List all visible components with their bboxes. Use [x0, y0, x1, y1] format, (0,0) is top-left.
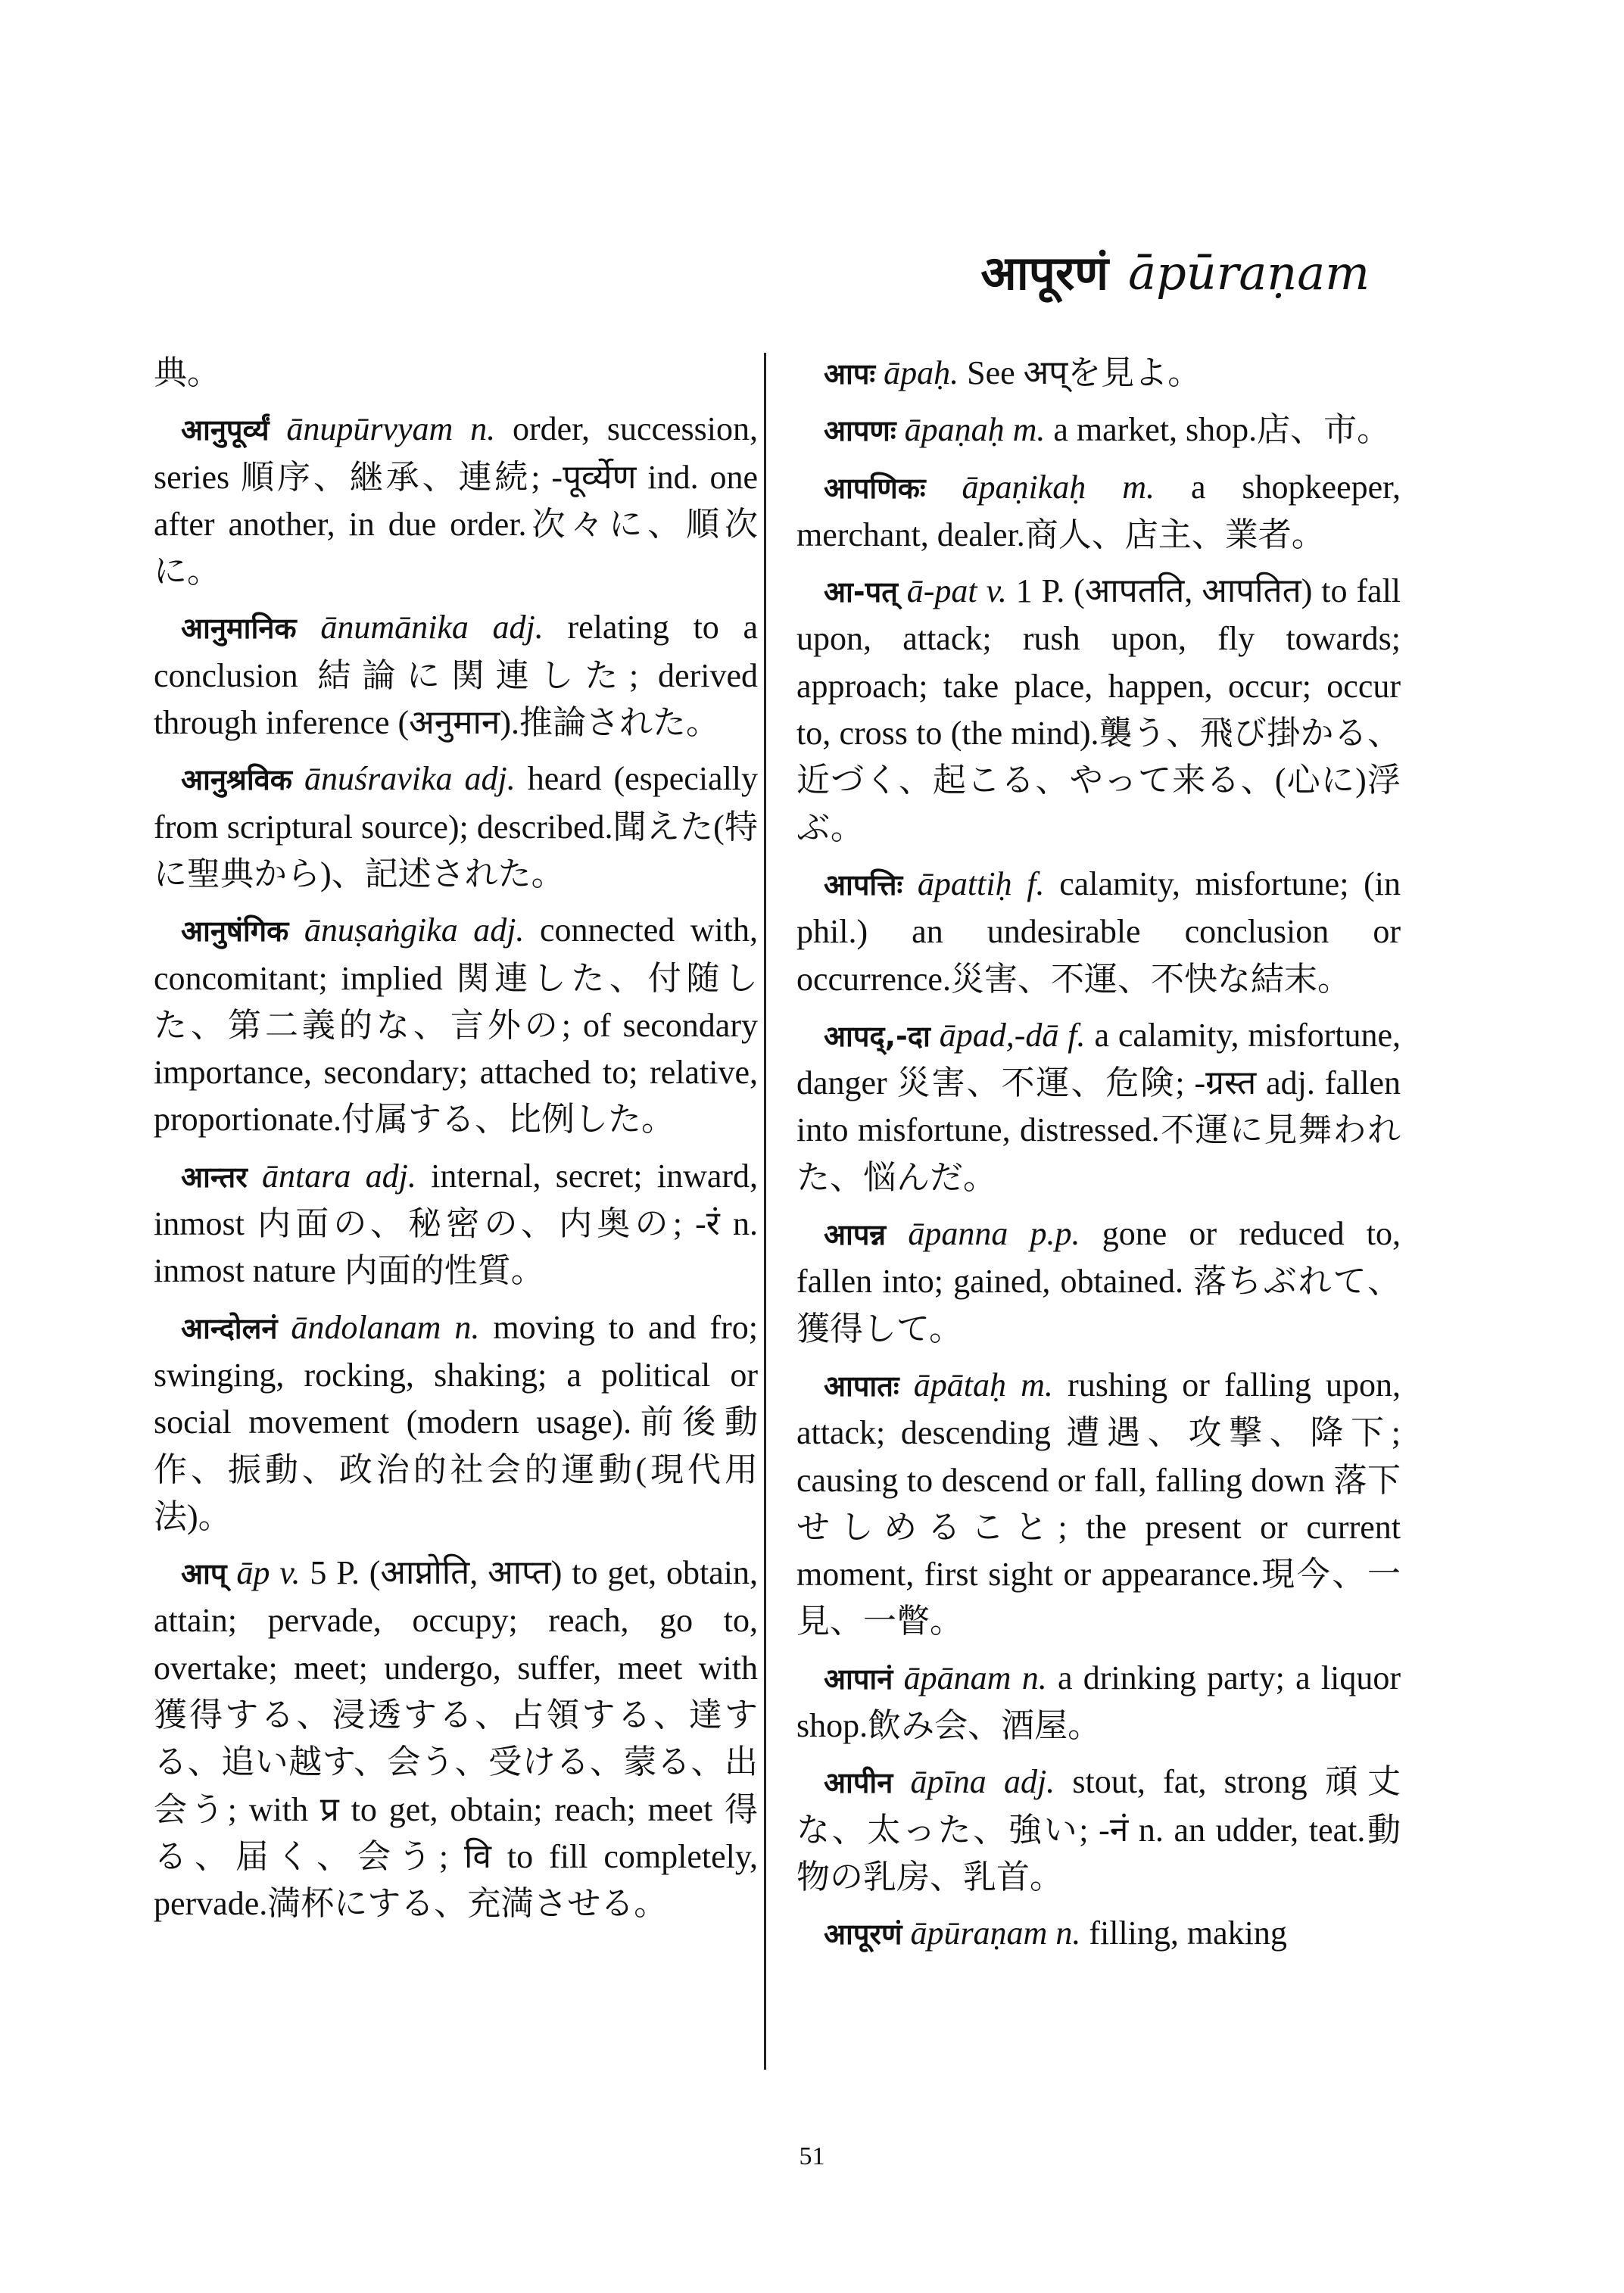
entry-grammar: n.	[454, 1308, 480, 1346]
entry-definition: connected with, concomitant; implied 関連した、付随した、第二義的な、言外の; of secondary importance, secondary; attached to; relative, proportionate.付属する、比例した。	[154, 911, 758, 1139]
header-devanagari: आपूरणं	[980, 245, 1109, 301]
entry-definition: stout, fat, strong 頑丈な、太った、強い; -नं n. an udder, teat.動物の乳房、乳首。	[796, 1763, 1401, 1896]
entry-transliteration: āpīna	[910, 1763, 987, 1801]
entry-transliteration: āpānam	[903, 1659, 1011, 1696]
entry-headword: आन्दोलनं	[181, 1311, 278, 1345]
entry-definition: heard (especially from scriptural source); described.聞えた(特に聖典から)、記述された。	[154, 760, 759, 893]
entry-definition: moving to and fro; swinging, rocking, shaking; a political or social movement (modern usage).前後動作、振動、政治的社会的運動(現代用法)。	[154, 1308, 758, 1535]
dictionary-entry	[154, 907, 758, 1143]
entry-headword: आपणिकः	[824, 471, 926, 505]
entry-headword: आपन्न	[824, 1218, 887, 1252]
entry-transliteration: āpaṇikaḥ	[962, 468, 1086, 506]
entry-definition: filling, making	[1089, 1914, 1287, 1952]
entry-headword: आपीन	[824, 1766, 893, 1800]
dictionary-entry	[796, 1362, 1401, 1646]
entry-transliteration: āpūraṇam	[910, 1914, 1048, 1952]
entry-grammar: n.	[470, 410, 496, 448]
entry-headword: आपद्,-दा	[824, 1019, 930, 1053]
entry-grammar: v.	[279, 1554, 301, 1592]
entry-transliteration: ānupūrvyam	[286, 410, 454, 448]
entry-headword: आन्तर	[181, 1160, 248, 1194]
entry-definition: a drinking party; a liquor shop.飲み会、酒屋。	[796, 1659, 1401, 1745]
entry-definition: internal, secret; inward, inmost 内面の、秘密の、内奥の; -रं n. inmost nature 内面的性質。	[154, 1157, 759, 1290]
entry-definition: a calamity, misfortune, danger 災害、不運、危険; -ग्रस्त adj. fallen into misfortune, distressed.不運に見舞われた、悩んだ。	[796, 1016, 1401, 1196]
entry-transliteration: āp	[236, 1554, 270, 1592]
entry-grammar: adj.	[473, 911, 525, 949]
entry-definition: See अप्を見よ。	[967, 354, 1202, 391]
dictionary-entry	[154, 756, 758, 898]
entry-headword: आपणः	[824, 414, 896, 448]
entry-grammar: adj.	[365, 1157, 416, 1195]
entry-grammar: p.p.	[1030, 1215, 1080, 1253]
entry-headword: आनुश्रविक	[181, 763, 292, 797]
entry-headword: आपानं	[824, 1662, 893, 1696]
right-column	[796, 350, 1401, 1967]
entry-grammar: n.	[1055, 1914, 1081, 1952]
entry-transliteration: ānuśravika	[304, 760, 453, 798]
dictionary-entry	[796, 407, 1401, 454]
entry-grammar: adj.	[492, 609, 544, 646]
entry-transliteration: āntara	[262, 1157, 351, 1195]
entry-transliteration: āpattiḥ	[917, 865, 1012, 902]
entry-headword: आनुषंगिक	[181, 914, 289, 949]
dictionary-entry	[154, 1153, 758, 1295]
entry-headword: आपः	[824, 357, 876, 391]
entry-definition: order, succession, series 順序、継承、連続; -पूर्व्येण ind. one after another, in due order.次々に、順次に。	[154, 410, 759, 590]
dictionary-entry	[796, 1759, 1401, 1901]
header-roman: āpūraṇam	[1128, 245, 1370, 301]
entry-transliteration: āpanna	[908, 1215, 1008, 1253]
dictionary-entry	[796, 1910, 1401, 1958]
dictionary-entry	[796, 568, 1401, 852]
entry-definition: calamity, misfortune; (in phil.) an undesirable conclusion or occurrence.災害、不運、不快な結末。	[796, 865, 1401, 998]
entry-grammar: f.	[1068, 1016, 1086, 1054]
dictionary-entry	[796, 1012, 1401, 1201]
entry-grammar: m.	[1012, 411, 1046, 449]
entry-definition: 典。	[154, 354, 220, 391]
running-header	[980, 245, 1370, 301]
entry-grammar: f.	[1027, 865, 1045, 902]
entry-grammar: adj.	[1003, 1763, 1055, 1801]
entry-headword: आपूरणं	[824, 1918, 902, 1952]
entry-grammar: v.	[986, 572, 1007, 610]
dictionary-entry	[154, 1304, 758, 1541]
entry-definition: 1 P. (आपतति, आपतित) to fall upon, attack; rush upon, fly towards; approach; take place, happen, occur; occur to, cross to (the mind).襲う、飛び掛かる、近づく、起こる、やって来る、(心に)浮ぶ。	[796, 572, 1401, 846]
page-number: 51	[799, 2142, 825, 2170]
entry-headword: आनुपूर्व्यं	[181, 413, 270, 447]
entry-grammar: m.	[1021, 1366, 1053, 1404]
entry-transliteration: āpaḥ.	[884, 354, 959, 391]
dictionary-entry	[154, 406, 758, 595]
dictionary-entry	[796, 350, 1401, 397]
entry-transliteration: āpātaḥ	[913, 1366, 1006, 1404]
entry-headword: आप्	[181, 1557, 227, 1591]
entry-definition: rushing or falling upon, attack; descending 遭遇、攻撃、降下; causing to descend or fall, falling down 落下せしめること; the present or current moment, first sight or appearance.現今、一見、一瞥。	[796, 1366, 1401, 1640]
entry-transliteration: ānuṣaṅgika	[304, 911, 458, 949]
dictionary-entry	[154, 1550, 758, 1927]
dictionary-entry	[796, 861, 1401, 1003]
entry-grammar: n.	[1021, 1659, 1047, 1696]
left-column	[154, 350, 758, 1937]
dictionary-entry	[796, 464, 1401, 559]
dictionary-entry	[796, 1655, 1401, 1750]
entry-headword: आपत्तिः	[824, 868, 903, 902]
entry-transliteration: āpaṇaḥ	[904, 411, 1005, 449]
entry-transliteration: āpad,-dā	[939, 1016, 1059, 1054]
dictionary-entry	[796, 1210, 1401, 1353]
entry-headword: आ-पत्	[824, 575, 898, 609]
entry-transliteration: ā-pat	[906, 572, 977, 610]
dictionary-entry	[154, 604, 758, 746]
entry-definition: a shopkeeper, merchant, dealer.商人、店主、業者。	[796, 468, 1401, 553]
entry-transliteration: āndolanam	[291, 1308, 441, 1346]
column-divider	[764, 353, 766, 2070]
entry-headword: आपातः	[824, 1369, 899, 1403]
entry-definition: 5 P. (आप्नोति, आप्त) to get, obtain, attain; pervade, occupy; reach, go to, overtake; meet; undergo, suffer, meet with 獲得する、浸透する、占領する、達する、追い越す、会う、受ける、蒙る、出会う; with प्र to get, obtain; reach; meet 得る、届く、会う; वि to fill completely, pervade.満杯にする、充満させる。	[154, 1554, 759, 1923]
dictionary-entry	[154, 350, 758, 397]
entry-definition: gone or reduced to, fallen into; gained, obtained. 落ちぶれて、獲得して。	[796, 1215, 1401, 1347]
entry-definition: relating to a conclusion 結論に関連した; derived through inference (अनुमान).推論された。	[154, 609, 759, 742]
entry-definition: a market, shop.店、市。	[1053, 411, 1391, 449]
entry-grammar: m.	[1122, 468, 1155, 506]
entry-headword: आनुमानिक	[181, 612, 297, 646]
entry-transliteration: ānumānika	[320, 609, 469, 646]
entry-grammar: adj.	[464, 760, 516, 798]
